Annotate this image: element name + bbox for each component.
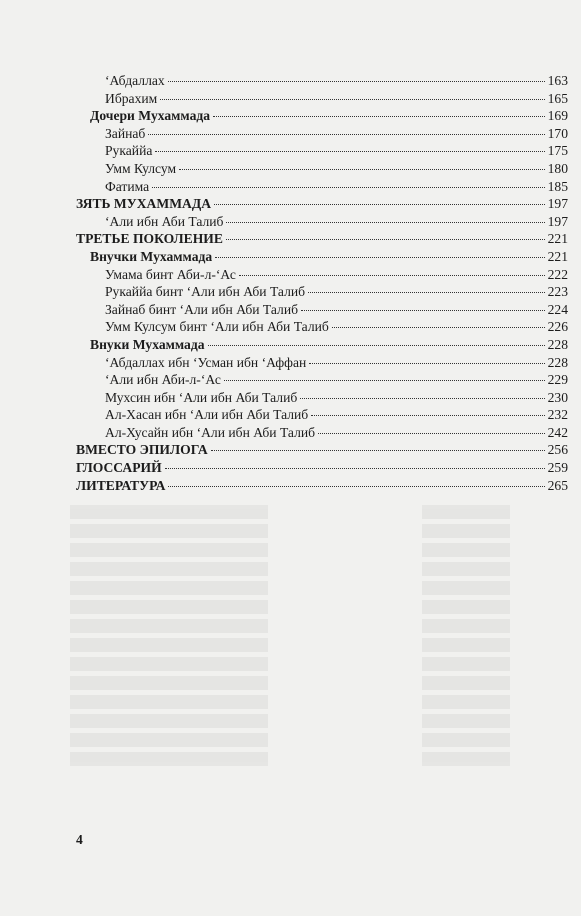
toc-entry-page: 229 [547, 372, 568, 388]
dot-leader [308, 292, 545, 293]
toc-entry-page: 242 [547, 424, 568, 440]
toc-subsection [76, 336, 568, 354]
toc-entry-label: Ал-Хусайн ибн ‘Али ибн Аби Талиб [105, 424, 316, 440]
toc-entry-label: Мухсин ибн ‘Али ибн Аби Талиб [105, 389, 298, 405]
toc-entry-label: Ибрахим [105, 90, 158, 106]
toc-entry-page: 232 [547, 407, 568, 423]
toc-entry-label: Рукаййа бинт ‘Али ибн Аби Талиб [105, 284, 306, 300]
toc-entry [76, 406, 568, 424]
page-number: 4 [76, 832, 83, 847]
bleed-through-texture [70, 505, 510, 805]
toc-section [76, 459, 568, 477]
dot-leader [300, 398, 544, 399]
toc-entry-label: Умама бинт Аби-л-‘Ас [105, 266, 236, 282]
toc-entry-label: ЛИТЕРАТУРА [76, 477, 166, 493]
toc-entry-label: Внуки Мухаммада [90, 336, 205, 352]
toc-section [76, 230, 568, 248]
toc-entry-page: 228 [547, 354, 568, 370]
toc-entry-page: 265 [547, 477, 568, 493]
toc-entry-label: ‘Абдаллах [105, 73, 165, 88]
dot-leader [213, 116, 545, 117]
toc-entry-label: Рукаййа [105, 143, 153, 159]
dot-leader [168, 81, 545, 82]
toc-entry-page: 221 [547, 248, 568, 264]
dot-leader [160, 99, 544, 100]
dot-leader [301, 310, 545, 311]
toc-subsection [76, 248, 568, 266]
toc-entry-page: 169 [547, 108, 568, 124]
dot-leader [224, 380, 545, 381]
toc-section [76, 441, 568, 459]
toc-entry-label: Умм Кулсум [105, 160, 177, 176]
toc-entry-page: 230 [547, 389, 568, 405]
toc-entry-label: ВМЕСТО ЭПИЛОГА [76, 442, 208, 458]
toc-entry-page: 259 [547, 460, 568, 476]
toc-entry [76, 354, 568, 372]
toc-entry-page: 180 [547, 160, 568, 176]
toc-entry [76, 301, 568, 319]
toc-entry-label: ‘Абдаллах ибн ‘Усман ибн ‘Аффан [105, 354, 307, 370]
dot-leader [239, 275, 545, 276]
toc-entry-label: ЗЯТЬ МУХАММАДА [76, 196, 212, 212]
toc-entry-label: Зайнаб [105, 125, 146, 141]
dot-leader [226, 239, 545, 240]
toc-entry-label: Фатима [105, 178, 150, 194]
toc-entry [76, 178, 568, 196]
dot-leader [155, 151, 544, 152]
toc-entry [76, 213, 568, 231]
toc-entry [76, 72, 568, 90]
toc-entry-page: 226 [547, 319, 568, 335]
toc-entry-label: Ал-Хасан ибн ‘Али ибн Аби Талиб [105, 407, 309, 423]
dot-leader [168, 486, 544, 487]
toc-section [76, 195, 568, 213]
toc-entry [76, 283, 568, 301]
toc-entry-page: 256 [547, 442, 568, 458]
toc-entry-label: ‘Али ибн Аби Талиб [105, 213, 224, 229]
toc-entry [76, 160, 568, 178]
dot-leader [179, 169, 544, 170]
toc-entry-label: Зайнаб бинт ‘Али ибн Аби Талиб [105, 301, 299, 317]
toc-entry [76, 389, 568, 407]
toc-entry [76, 318, 568, 336]
dot-leader [148, 134, 544, 135]
dot-leader [309, 363, 544, 364]
toc-entry-label: Дочери Мухаммада [90, 108, 211, 124]
dot-leader [311, 415, 544, 416]
table-of-contents [76, 72, 568, 494]
toc-entry-page: 224 [547, 301, 568, 317]
toc-entry-page: 197 [547, 213, 568, 229]
dot-leader [211, 450, 545, 451]
toc-entry-label: Умм Кулсум бинт ‘Али ибн Аби Талиб [105, 319, 329, 335]
toc-entry [76, 424, 568, 442]
toc-entry-page: 170 [547, 125, 568, 141]
toc-entry-label: ГЛОССАРИЙ [76, 460, 162, 476]
toc-subsection [76, 107, 568, 125]
toc-entry-label: ТРЕТЬЕ ПОКОЛЕНИЕ [76, 231, 223, 247]
toc-entry-page: 185 [547, 178, 568, 194]
toc-entry-page: 222 [547, 266, 568, 282]
dot-leader [215, 257, 544, 258]
toc-entry-label: ‘Али ибн Аби-л-‘Ас [105, 372, 221, 388]
dot-leader [214, 204, 545, 205]
dot-leader [318, 433, 545, 434]
toc-entry-page: 175 [547, 143, 568, 159]
toc-entry-page: 163 [547, 73, 568, 88]
toc-entry-label: Внучки Мухаммада [90, 248, 213, 264]
dot-leader [332, 327, 545, 328]
toc-entry [76, 371, 568, 389]
toc-entry-page: 197 [547, 196, 568, 212]
toc-entry [76, 90, 568, 108]
toc-entry [76, 266, 568, 284]
toc-entry-page: 165 [547, 90, 568, 106]
toc-entry [76, 142, 568, 160]
toc-entry-page: 221 [547, 231, 568, 247]
toc-section [76, 477, 568, 495]
toc-entry [76, 125, 568, 143]
dot-leader [226, 222, 544, 223]
toc-entry-page: 228 [547, 336, 568, 352]
dot-leader [152, 187, 544, 188]
dot-leader [165, 468, 545, 469]
toc-entry-page: 223 [547, 284, 568, 300]
dot-leader [208, 345, 545, 346]
